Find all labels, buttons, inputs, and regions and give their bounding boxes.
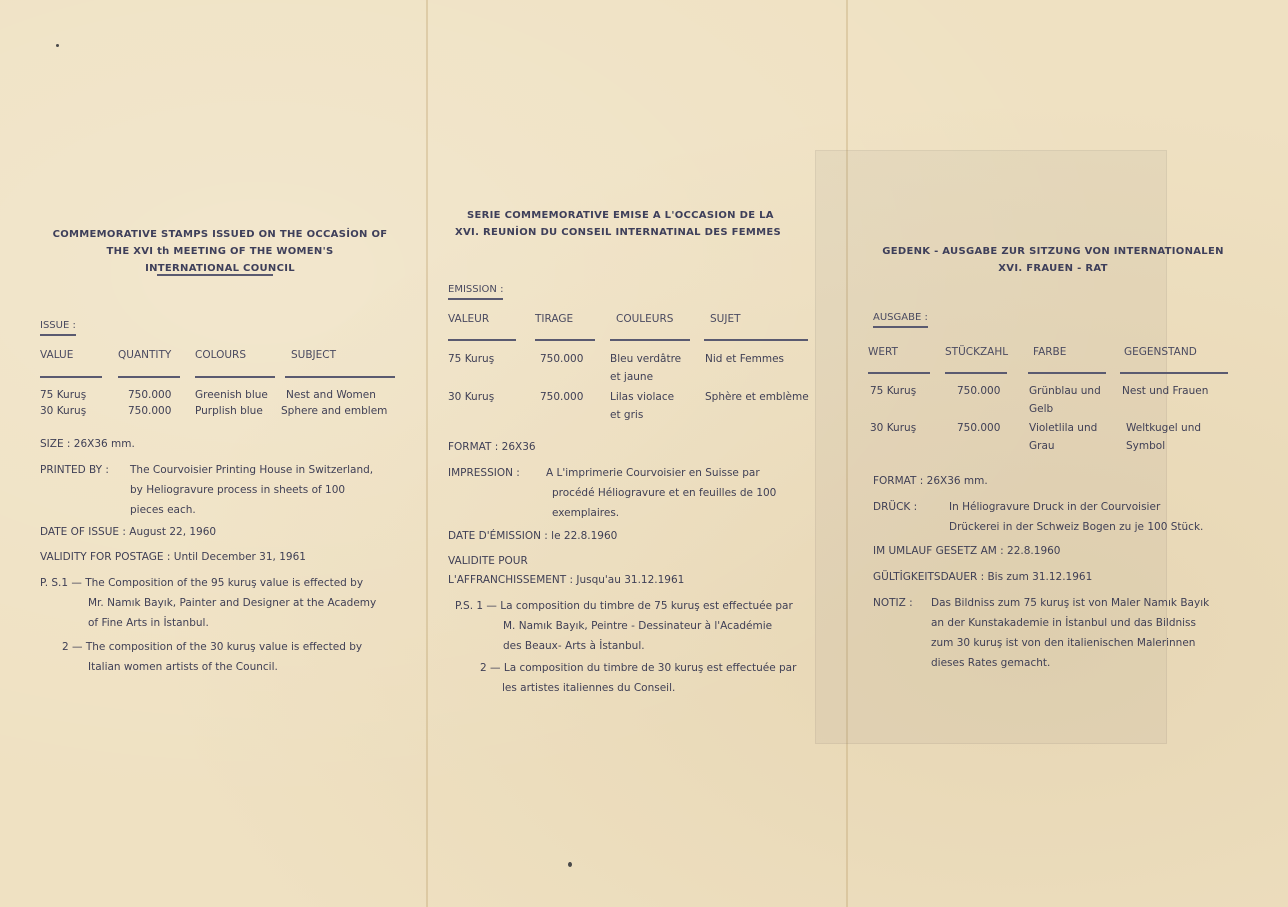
german-header-gegenstand: GEGENSTAND xyxy=(1124,346,1197,358)
french-rule-2 xyxy=(535,339,595,341)
english-rule-2 xyxy=(118,376,180,378)
french-row-2-value: 30 Kuruş xyxy=(448,391,495,403)
english-header-colours: COLOURS xyxy=(195,349,246,361)
english-rule-4 xyxy=(285,376,395,378)
german-rule-1 xyxy=(868,372,930,374)
french-format: FORMAT : 26X36 xyxy=(448,441,536,453)
emission-label: EMISSION : xyxy=(448,284,504,295)
issue-label: ISSUE : xyxy=(40,320,76,331)
french-row-1-sujet: Nid et Femmes xyxy=(705,353,785,365)
german-umlauf: IM UMLAUF GESETZ AM : 22.8.1960 xyxy=(873,545,1061,557)
french-impression: IMPRESSION : A L'imprimerie Courvoisier en Suisse par procédé Héliogravure et en feuilles de 100 exemplaires. xyxy=(448,467,777,519)
english-issue-label-wrap xyxy=(40,313,76,332)
english-header-value: VALUE xyxy=(40,349,74,361)
german-header-farbe: FARBE xyxy=(1033,346,1067,358)
english-row-1-subject: Nest and Women xyxy=(286,389,376,401)
french-rule-1 xyxy=(448,339,516,341)
french-row-1-tirage: 750.000 xyxy=(540,353,584,365)
english-row-2-value: 30 Kuruş xyxy=(40,405,87,417)
french-header-couleurs: COULEURS xyxy=(616,313,674,325)
french-row-2-couleur: Lilas violace et gris xyxy=(610,391,675,421)
french-date-emission: DATE D'ÉMISSION : le 22.8.1960 xyxy=(448,530,618,542)
german-header-wert: WERT xyxy=(868,346,898,358)
french-row-1-couleur: Bleu verdâtre et jaune xyxy=(610,353,682,383)
german-row-1-gegenstand: Nest und Frauen xyxy=(1122,385,1209,397)
english-printed-by: PRINTED BY : The Courvoisier Printing House in Switzerland, by Heliogravure process in sheets of 100 pieces each. xyxy=(40,464,374,516)
german-rule-3 xyxy=(1028,372,1106,374)
english-row-2-quantity: 750.000 xyxy=(128,405,172,417)
english-row-1-colour: Greenish blue xyxy=(195,389,268,401)
english-size: SIZE : 26X36 mm. xyxy=(40,438,135,450)
german-row-2-stuckzahl: 750.000 xyxy=(957,422,1001,434)
french-rule-3 xyxy=(610,339,690,341)
french-header-sujet: SUJET xyxy=(710,313,741,325)
french-emission-label-wrap xyxy=(448,277,503,296)
german-title: GEDENK - AUSGABE ZUR SITZUNG VON INTERNATIONALEN XVI. FRAUEN - RAT xyxy=(882,246,1224,274)
german-druck: DRÜCK : In Héliogravure Druck in der Courvoisier Drückerei in der Schweiz Bogen zu je 100 Stück. xyxy=(873,501,1204,533)
english-rule-3 xyxy=(195,376,275,378)
german-notiz: NOTIZ : Das Bildniss zum 75 kuruş ist von Maler Namık Bayık an der Kunstakademie in İstanbul und das Bildniss zum 30 kuruş ist von den italienischen Malerinnen dieses Rates gemacht. xyxy=(873,597,1210,669)
english-header-subject: SUBJECT xyxy=(291,349,337,361)
english-date-of-issue: DATE OF ISSUE : August 22, 1960 xyxy=(40,526,217,538)
german-format: FORMAT : 26X36 mm. xyxy=(873,475,988,487)
french-validite-line-2: L'AFFRANCHISSEMENT : Jusqu'au 31.12.1961 xyxy=(448,574,685,586)
german-rule-2 xyxy=(945,372,1007,374)
german-row-2-farbe: Violetlila und Grau xyxy=(1029,422,1098,452)
english-header-quantity: QUANTITY xyxy=(118,349,172,361)
english-title-underline xyxy=(157,274,273,276)
english-ps1: P. S.1 — The Composition of the 95 kuruş value is effected by Mr. Namık Bayık, Painter and Designer at the Academy of Fine Arts in İstanbul. xyxy=(40,577,377,629)
english-title: COMMEMORATIVE STAMPS ISSUED ON THE OCCASİON OF THE XVI th MEETING OF THE WOMEN'S INTERNATIONAL COUNCIL xyxy=(52,229,388,274)
german-gultigkeit: GÜLTİGKEITSDAUER : Bis zum 31.12.1961 xyxy=(873,571,1093,583)
english-validity: VALIDITY FOR POSTAGE : Until December 31, 1961 xyxy=(40,551,306,563)
english-row-1-value: 75 Kuruş xyxy=(40,389,87,401)
german-row-1-farbe: Grünblau und Gelb xyxy=(1029,385,1101,415)
german-row-2-gegenstand: Weltkugel und Symbol xyxy=(1126,422,1202,452)
german-row-2-wert: 30 Kuruş xyxy=(870,422,917,434)
german-row-1-wert: 75 Kuruş xyxy=(870,385,917,397)
french-validite-line-1: VALIDITE POUR xyxy=(448,555,528,567)
english-row-1-quantity: 750.000 xyxy=(128,389,172,401)
french-row-2-tirage: 750.000 xyxy=(540,391,584,403)
french-row-2-sujet: Sphère et emblème xyxy=(705,391,809,403)
german-row-1-stuckzahl: 750.000 xyxy=(957,385,1001,397)
french-rule-4 xyxy=(704,339,808,341)
ausgabe-label: AUSGABE : xyxy=(873,312,928,323)
english-row-2-colour: Purplish blue xyxy=(195,405,263,417)
german-header-stuckzahl: STÜCKZAHL xyxy=(945,346,1009,358)
french-ps1: P.S. 1 — La composition du timbre de 75 kuruş est effectuée par M. Namık Bayık, Peintre - Dessinateur à l'Académie des Beaux- Arts à İstanbul. xyxy=(455,600,793,652)
paper-fold-left xyxy=(426,0,428,907)
german-ausgabe-label-wrap xyxy=(873,305,928,324)
english-ps2: 2 — The composition of the 30 kuruş value is effected by Italian women artists of the Council. xyxy=(62,641,363,673)
french-row-1-value: 75 Kuruş xyxy=(448,353,495,365)
english-row-2-subject: Sphere and emblem xyxy=(281,405,388,417)
french-ps2: 2 — La composition du timbre de 30 kuruş est effectuée par les artistes italiennes du Conseil. xyxy=(480,662,797,694)
english-rule-1 xyxy=(40,376,102,378)
french-header-tirage: TIRAGE xyxy=(535,313,574,325)
paper-speck xyxy=(56,44,59,47)
german-rule-4 xyxy=(1120,372,1228,374)
french-header-valeur: VALEUR xyxy=(448,313,490,325)
paper-speck xyxy=(568,862,572,867)
french-title: SERIE COMMEMORATIVE EMISE A L'OCCASION DE LA XVI. REUNİON DU CONSEIL INTERNATINAL DES FEMMES xyxy=(455,210,782,238)
